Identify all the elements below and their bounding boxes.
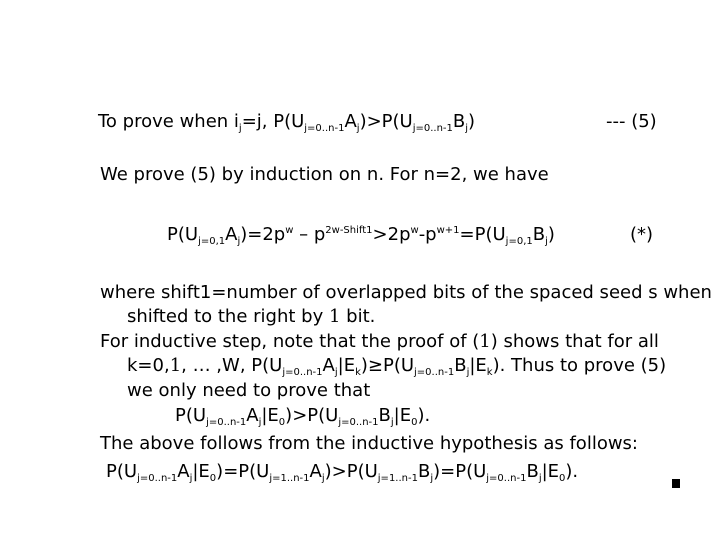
- qed-square-icon: [672, 479, 680, 488]
- inductive-step-line3: we only need to prove that: [127, 380, 371, 401]
- base-case-equation: $P(U_{j=0,1}A_j)=2p^w - p^{2w-Shift1}>2p^w-p^{w+1}=P(U_{j=0,1}B_j)$: [167, 224, 555, 247]
- goal-statement: To prove when $i_j=j$, $P(U_{j=0..n-1}A_j)>P(U_{j=0..n-1}B_j)$: [98, 111, 476, 134]
- inductive-target-equation: $P(U_{j=0..n-1}A_j|E_0)>P(U_{j=0..n-1}B_j|E_0)$.: [175, 405, 431, 428]
- shift-definition-line2: shifted to the right by 1 bit.: [127, 306, 376, 327]
- conclusion-equation: $P(U_{j=0..n-1}A_j|E_0)=P(U_{j=1..n-1}A_j)>P(U_{j=1..n-1}B_j)=P(U_{j=0..n-1}B_j|E_0)$.: [106, 461, 579, 484]
- equation-label-star: (*): [630, 224, 654, 245]
- induction-intro: We prove (5) by induction on n. For n=2, we have: [100, 164, 549, 185]
- shift-definition-line1: where shift1=number of overlapped bits of the spaced seed s when: [100, 282, 712, 303]
- conclusion-intro: The above follows from the inductive hypothesis as follows:: [100, 433, 638, 454]
- inductive-step-line1: For inductive step, note that the proof of (1) shows that for all: [100, 331, 659, 352]
- equation-label-5: --- (5): [606, 111, 657, 132]
- inductive-step-line2: k=0,1, … ,W, $P(U_{j=0..n-1}A_j|E_k)\ge P(U_{j=0..n-1}B_j|E_k)$. Thus to prove (5): [127, 355, 667, 378]
